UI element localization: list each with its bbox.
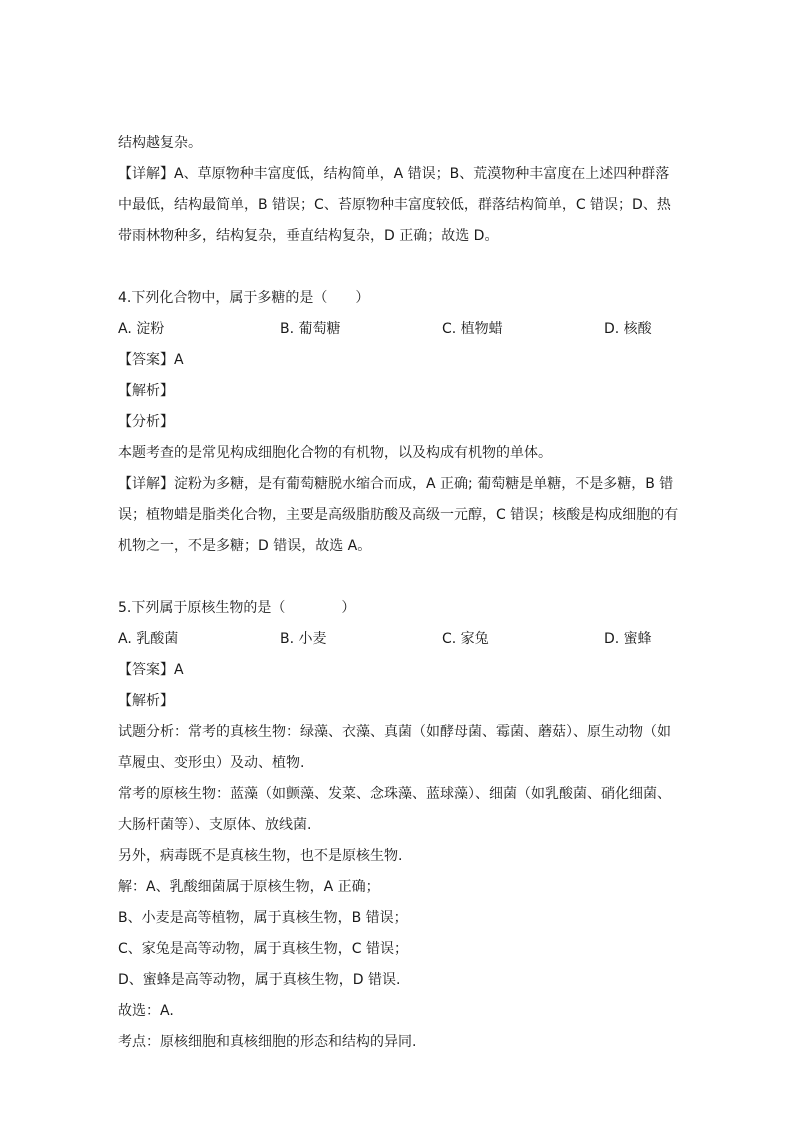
q4-analysis-sub: 【分析】 [118,414,174,430]
q5-option-d: D. 蜜蜂 [604,631,652,647]
q5-line-1: 试题分析：常考的真核生物：绿藻、衣藻、真菌（如酵母菌、霉菌、蘑菇）、原生动物（如 [118,724,671,740]
q4-answer: 【答案】A [118,352,184,368]
q5-option-b: B. 小麦 [280,631,327,647]
q5-line-7: B、小麦是高等植物，属于真核生物，B 错误； [118,910,408,926]
q4-analysis-text: 本题考查的是常见构成细胞化合物的有机物，以及构成有机物的单体。 [118,445,552,461]
q5-line-9: D、蜜蜂是高等动物，属于真核生物，D 错误. [118,972,401,988]
section3-tail: 结构越复杂。 [118,135,202,151]
section3-detail-line-3: 带雨林物种多，结构复杂，垂直结构复杂，D 正确；故选 D。 [118,228,499,244]
q4-option-b: B. 葡萄糖 [280,321,341,337]
q5-line-5: 另外，病毒既不是真核生物，也不是原核生物. [118,848,403,864]
q4-option-d: D. 核酸 [604,321,652,337]
section3-detail-line-1: 【详解】A、草原物种丰富度低，结构简单，A 错误；B、荒漠物种丰富度在上述四种群落 [118,166,670,182]
q5-line-8: C、家兔是高等动物，属于真核生物，C 错误； [118,941,408,957]
q5-option-c: C. 家兔 [442,631,489,647]
q4-detail-line-3: 机物之一，不是多糖；D 错误，故选 A。 [118,538,372,554]
q5-question: 5.下列属于原核生物的是（ ） [118,600,356,616]
q5-line-10: 故选：A. [118,1003,174,1019]
q4-option-a: A. 淀粉 [118,321,165,337]
q5-answer: 【答案】A [118,662,184,678]
q4-detail-line-1: 【详解】淀粉为多糖，是有葡萄糖脱水缩合而成，A 正确; 葡萄糖是单糖，不是多糖，B 错 [118,476,674,492]
section3-detail-line-2: 中最低，结构最简单，B 错误；C、苔原物种丰富度较低，群落结构简单，C 错误；D、热 [118,197,671,213]
q5-line-6: 解：A、乳酸细菌属于原核生物，A 正确； [118,879,380,895]
q4-analysis-label: 【解析】 [118,383,174,399]
q5-line-11: 考点：原核细胞和真核细胞的形态和结构的异同. [118,1034,417,1050]
q5-options [118,624,678,655]
q4-option-c: C. 植物蜡 [442,321,503,337]
q5-line-3: 常考的原核生物：蓝藻（如颤藻、发菜、念珠藻、蓝球藻）、细菌（如乳酸菌、硝化细菌、 [118,786,671,802]
document-page [118,128,678,1058]
q4-options [118,314,678,345]
q5-line-4: 大肠杆菌等）、支原体、放线菌. [118,817,312,833]
spacer [118,252,678,283]
spacer [118,562,678,593]
q5-line-2: 草履虫、变形虫）及动、植物. [118,755,305,771]
q4-detail-line-2: 误；植物蜡是脂类化合物，主要是高级脂肪酸及高级一元醇，C 错误；核酸是构成细胞的有 [118,507,678,523]
q4-question: 4.下列化合物中，属于多糖的是（ ） [118,290,370,306]
q5-option-a: A. 乳酸菌 [118,631,179,647]
q5-analysis-label: 【解析】 [118,693,174,709]
